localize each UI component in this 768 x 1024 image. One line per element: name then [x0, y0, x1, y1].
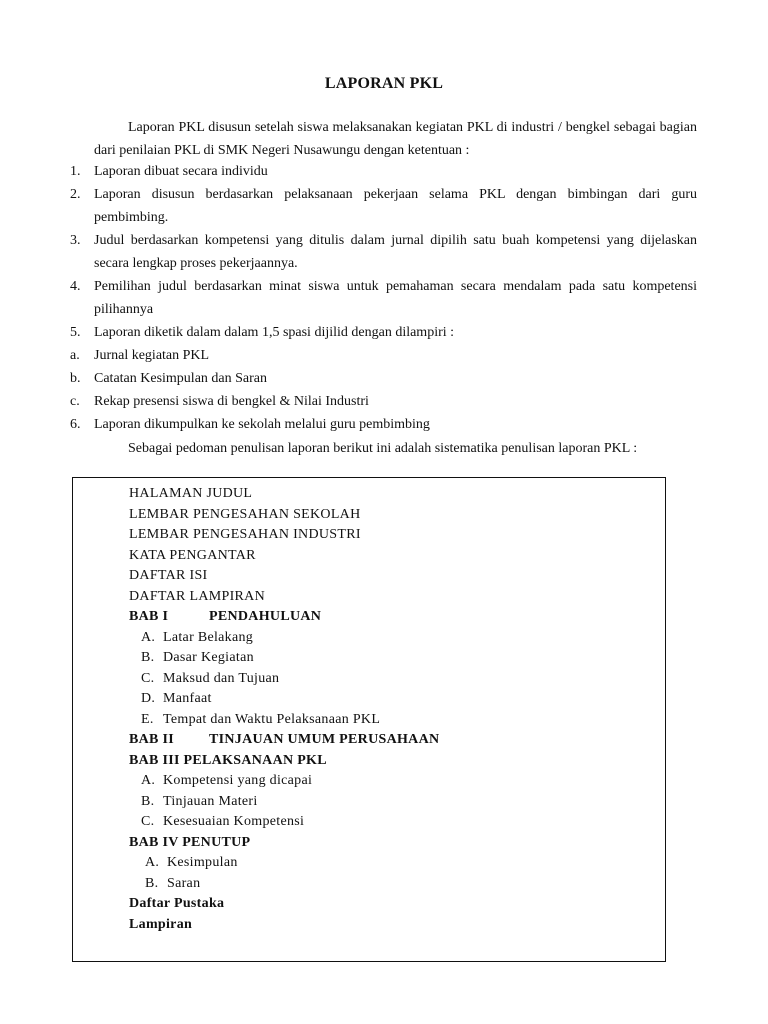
list-item — [0, 367, 768, 390]
subitem-text: Dasar Kegiatan — [163, 650, 254, 665]
subitem-text: Manfaat — [163, 691, 212, 706]
outline-item: Lampiran — [129, 916, 193, 932]
subitem-letter: C. — [141, 814, 155, 829]
chapter-heading: BAB IV PENUTUP — [129, 834, 251, 850]
subitem-text: Latar Belakang — [163, 629, 254, 645]
outline-subitem — [129, 771, 439, 792]
report-outline — [129, 484, 439, 935]
outline-item: DAFTAR ISI — [129, 568, 208, 583]
list-item-text: Laporan dibuat secara individu — [94, 164, 268, 179]
chapter-title: PENDAHULUAN — [209, 609, 322, 624]
subitem-letter: A. — [141, 773, 156, 788]
outline-subitem — [129, 853, 439, 874]
list-marker: 4. — [70, 279, 81, 294]
outline-box — [72, 477, 666, 962]
list-item-text: Laporan disusun berdasarkan pelaksanaan pekerjaan selama PKL dengan bimbingan dari guru pembimbing. — [94, 187, 697, 225]
subitem-text: Saran — [167, 875, 201, 891]
subitem-text: Kesesuaian Kompetensi — [163, 814, 305, 829]
list-item-text: Laporan diketik dalam dalam 1,5 spasi dijilid dengan dilampiri : — [94, 325, 455, 340]
chapter-heading — [129, 607, 439, 628]
list-marker: 5. — [70, 325, 81, 340]
list-item-text: Laporan dikumpulkan ke sekolah melalui guru pembimbing — [94, 417, 430, 432]
subitem-letter: E. — [141, 711, 154, 727]
subitem-letter: B. — [141, 650, 155, 665]
outline-item: HALAMAN JUDUL — [129, 486, 253, 501]
list-marker: 1. — [70, 164, 81, 179]
list-marker: a. — [70, 348, 80, 363]
subitem-text: Kompetensi yang dicapai — [163, 773, 313, 788]
subitem-text: Tinjauan Materi — [163, 793, 258, 809]
list-item-text: Judul berdasarkan kompetensi yang ditulis dalam jurnal dipilih satu buah kompetensi yang dijelaskan secara lengkap proses pekerjaannya. — [94, 233, 697, 271]
subitem-text: Tempat dan Waktu Pelaksanaan PKL — [163, 711, 381, 727]
subitem-text: Kesimpulan — [167, 855, 238, 870]
subitem-letter: B. — [145, 875, 159, 891]
list-marker: 2. — [70, 187, 81, 202]
chapter-heading — [129, 730, 439, 751]
rules-list — [0, 160, 768, 436]
subitem-letter: A. — [141, 629, 156, 645]
subitem-text: Maksud dan Tujuan — [163, 670, 280, 686]
subitem-letter: D. — [141, 691, 156, 706]
outline-subitem — [129, 710, 439, 731]
list-item — [0, 160, 768, 183]
outline-item: LEMBAR PENGESAHAN SEKOLAH — [129, 506, 361, 522]
outline-item: KATA PENGANTAR — [129, 547, 256, 563]
list-item — [0, 229, 768, 275]
list-item-text: Pemilihan judul berdasarkan minat siswa untuk pemahaman secara mendalam pada satu kompetensi pilihannya — [94, 279, 697, 317]
list-item — [0, 321, 768, 344]
list-item — [0, 183, 768, 229]
outline-item: DAFTAR LAMPIRAN — [129, 588, 266, 604]
list-item — [0, 275, 768, 321]
outline-item: LEMBAR PENGESAHAN INDUSTRI — [129, 527, 361, 542]
outro-paragraph: Sebagai pedoman penulisan laporan berikut ini adalah sistematika penulisan laporan PKL : — [128, 441, 638, 456]
chapter-number: BAB I — [129, 609, 169, 624]
list-item-text: Catatan Kesimpulan dan Saran — [94, 371, 268, 386]
outline-subitem — [129, 792, 439, 813]
subitem-letter: A. — [145, 855, 160, 870]
outline-item: Daftar Pustaka — [129, 896, 225, 911]
list-marker: 3. — [70, 233, 81, 248]
intro-paragraph: Laporan PKL disusun setelah siswa melaksanakan kegiatan PKL di industri / bengkel sebagai bagian dari penilaian PKL di SMK Negeri Nusawungu dengan ketentuan : — [94, 120, 697, 158]
list-marker: 6. — [70, 417, 81, 432]
outline-subitem — [129, 648, 439, 669]
list-item-text: Rekap presensi siswa di bengkel & Nilai Industri — [94, 394, 369, 409]
outline-subitem — [129, 874, 439, 895]
outline-subitem — [129, 628, 439, 649]
subitem-letter: B. — [141, 793, 155, 809]
chapter-heading: BAB III PELAKSANAAN PKL — [129, 752, 327, 768]
list-item-text: Jurnal kegiatan PKL — [94, 348, 210, 363]
chapter-number: BAB II — [129, 732, 174, 747]
list-marker: c. — [70, 394, 80, 409]
subitem-letter: C. — [141, 670, 155, 686]
outline-subitem — [129, 689, 439, 710]
chapter-title: TINJAUAN UMUM PERUSAHAAN — [209, 732, 440, 747]
outline-subitem — [129, 669, 439, 690]
document-title: LAPORAN PKL — [324, 75, 444, 92]
list-item — [0, 413, 768, 436]
list-marker: b. — [70, 371, 81, 386]
list-item — [0, 390, 768, 413]
outline-subitem — [129, 812, 439, 833]
list-item — [0, 344, 768, 367]
